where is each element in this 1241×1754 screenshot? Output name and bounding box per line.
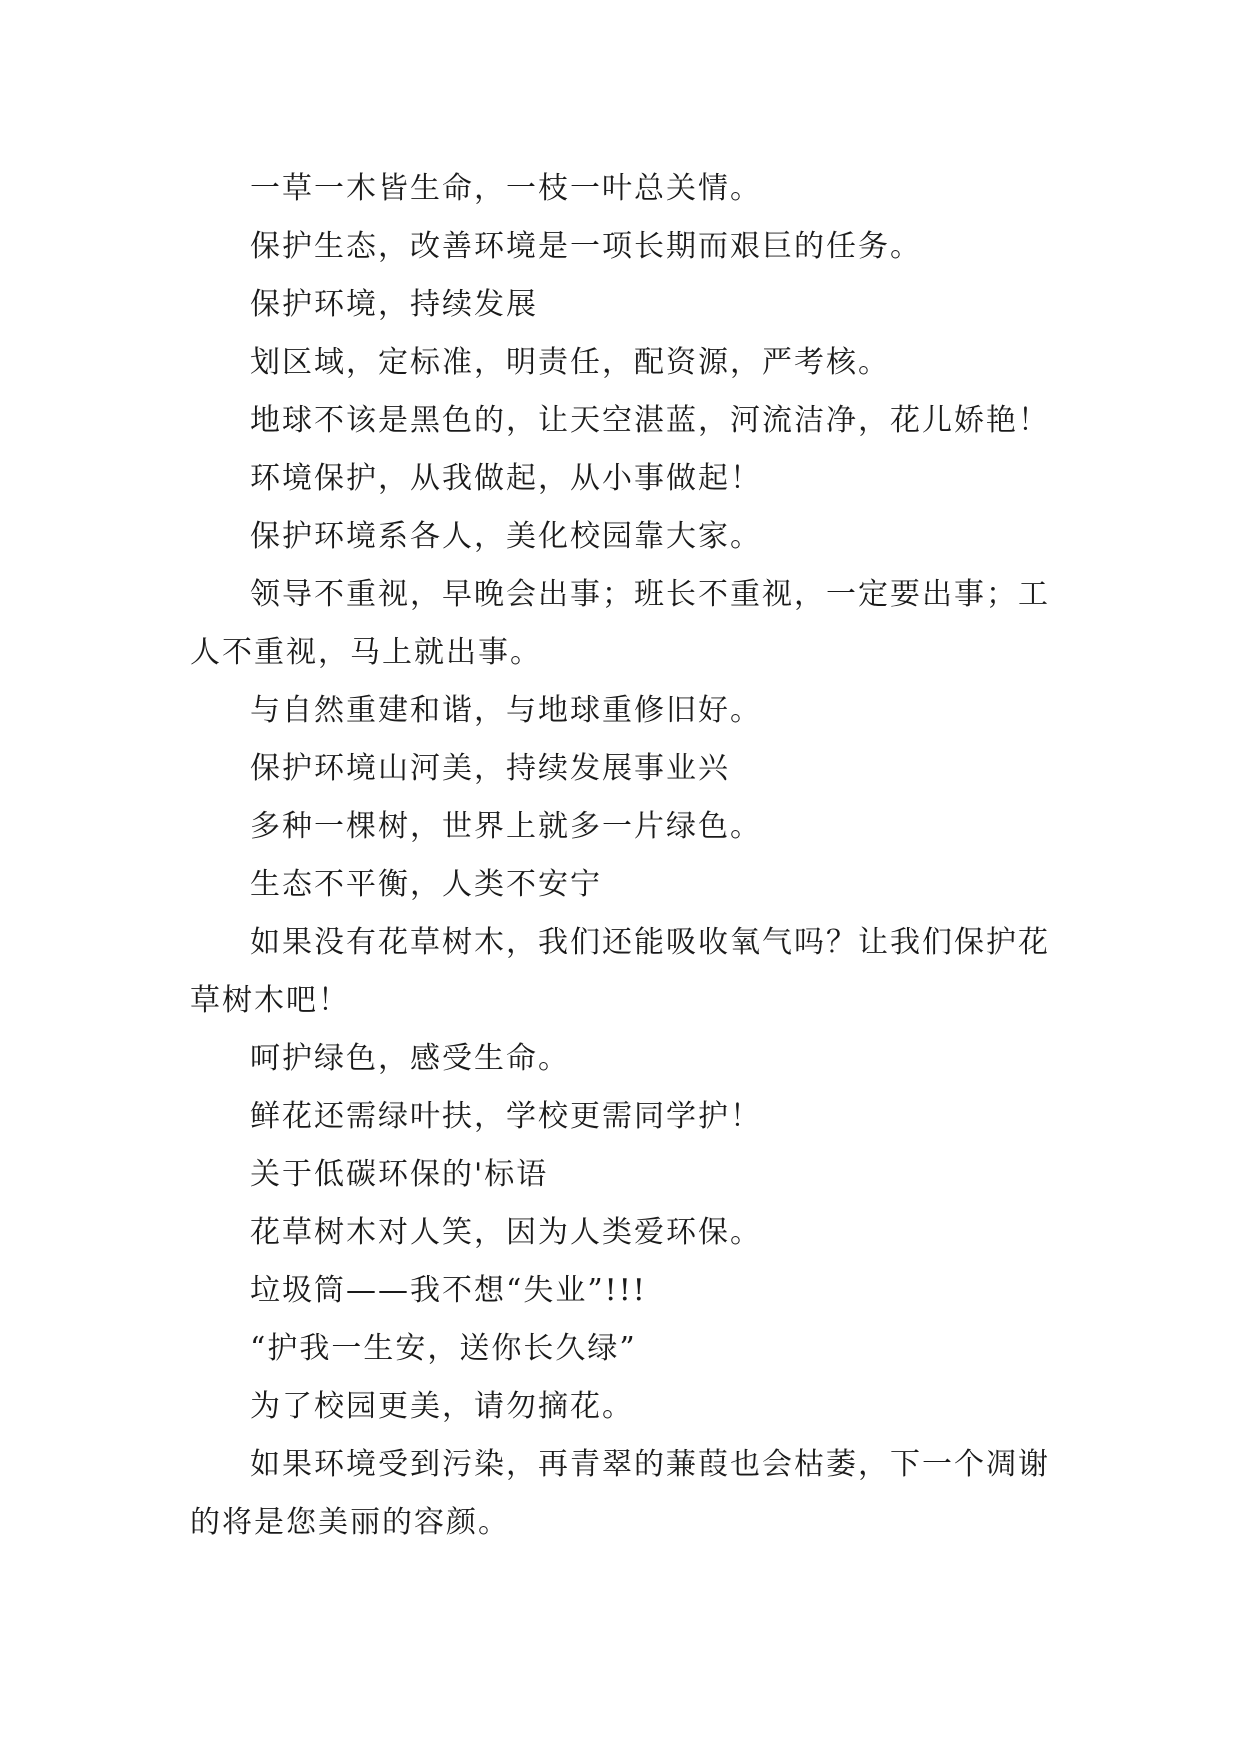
document-body [190,160,1070,1552]
paragraph: “护我一生安，送你长久绿” [250,1331,637,1366]
paragraph: 一草一木皆生命，一枝一叶总关情。 [250,171,762,206]
paragraph: 地球不该是黑色的，让天空湛蓝，河流洁净，花儿娇艳！ [250,403,1050,438]
paragraph: 划区域，定标准，明责任，配资源，严考核。 [250,345,890,380]
paragraph: 多种一棵树，世界上就多一片绿色。 [250,809,762,844]
paragraph: 为了校园更美，请勿摘花。 [250,1389,634,1424]
paragraph: 关于低碳环保的'标语 [250,1157,549,1192]
paragraph: 领导不重视，早晚会出事；班长不重视，一定要出事；工人不重视，马上就出事。 [190,577,1050,670]
paragraph: 保护环境，持续发展 [250,287,538,322]
paragraph: 保护生态，改善环境是一项长期而艰巨的任务。 [250,229,922,264]
paragraph: 呵护绿色，感受生命。 [250,1041,570,1076]
paragraph: 鲜花还需绿叶扶，学校更需同学护！ [250,1099,762,1134]
paragraph: 环境保护，从我做起，从小事做起！ [250,461,762,496]
paragraph: 如果没有花草树木，我们还能吸收氧气吗？让我们保护花草树木吧！ [190,925,1050,1018]
paragraph: 保护环境山河美，持续发展事业兴 [250,751,730,786]
paragraph: 花草树木对人笑，因为人类爱环保。 [250,1215,762,1250]
paragraph: 生态不平衡，人类不安宁 [250,867,602,902]
paragraph: 垃圾筒——我不想“失业”!!! [250,1273,647,1308]
paragraph: 如果环境受到污染，再青翠的蒹葭也会枯萎，下一个凋谢的将是您美丽的容颜。 [190,1447,1050,1540]
paragraph: 保护环境系各人，美化校园靠大家。 [250,519,762,554]
paragraph: 与自然重建和谐，与地球重修旧好。 [250,693,762,728]
